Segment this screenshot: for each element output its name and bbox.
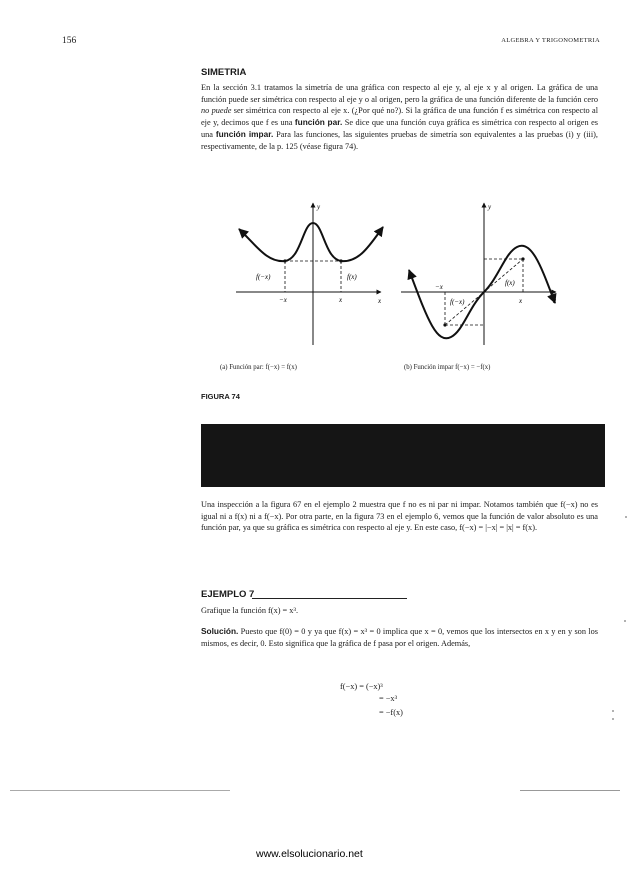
equation-line-2: = −x³ (379, 694, 398, 703)
graph-a-label-fnegx: f(−x) (256, 273, 271, 281)
caption-odd: (b) Función impar f(−x) = −f(x) (404, 364, 491, 371)
graph-even-function (236, 203, 383, 345)
solution-paragraph (201, 626, 598, 649)
p1-part-d: Para las funciones, las siguientes pruebas de simetría son equivalentes a las pruebas (i) y (iii), respectivamente, de la p. 125 (véase figura 74). (201, 129, 598, 151)
caption-even: (a) Función par: f(−x) = f(x) (220, 364, 297, 371)
graph-b-y-label: y (488, 203, 492, 211)
term-even-function: función par. (294, 117, 343, 128)
scan-artifact-dot (612, 718, 614, 720)
example-statement: Grafique la función f(x) = x³. (201, 606, 299, 615)
p1-part-b: ser simétrica con respecto al eje x. (¿Por qué no?). Si la gráfica de una función f es simétrica con respecto al eje y, decimos que f es una (201, 106, 599, 128)
graph-a-tick-negx: −x (279, 296, 287, 304)
p1-part-c: Se dice que una función cuya gráfica es simétrica con respecto al origen es una (201, 118, 598, 139)
graph-odd-function (401, 203, 557, 345)
scan-artifact-dot (625, 516, 627, 518)
graph-a-point-right (339, 259, 342, 262)
scan-artifact-line-right (520, 790, 620, 791)
page-number: 156 (62, 36, 77, 46)
graph-a-y-label: y (317, 203, 321, 211)
redacted-band (201, 424, 605, 487)
section-title: SIMETRIA (201, 67, 247, 78)
graph-b-point-left (443, 323, 446, 326)
scan-artifact-dot (612, 710, 614, 712)
graph-b-tick-negx: −x (435, 283, 443, 291)
graph-b-x-label: x (553, 297, 557, 305)
solution-label: Solución. (201, 626, 239, 636)
graph-b-point-right (521, 257, 524, 260)
graph-b-tick-x: x (519, 297, 523, 305)
scan-artifact-dot (624, 620, 626, 622)
example-rule (252, 598, 407, 599)
footer-website-link[interactable]: www.elsolucionario.net (256, 848, 363, 860)
equation-line-3: = −f(x) (379, 708, 403, 717)
figure-label: FIGURA 74 (201, 392, 240, 401)
graph-a-label-fx: f(x) (347, 273, 357, 281)
example-title: EJEMPLO 7 (201, 589, 255, 600)
running-head: ALGEBRA Y TRIGONOMETRIA (501, 37, 600, 44)
graph-a-point-left (283, 259, 286, 262)
graph-a-tick-x: x (339, 296, 343, 304)
term-odd-function: función impar. (215, 128, 274, 139)
section-paragraph (201, 82, 598, 152)
p1-emphasis: no puede (201, 106, 232, 116)
figure-74-graphs (201, 195, 598, 385)
p1-part-a: En la sección 3.1 tratamos la simetría de una gráfica con respecto al eje y, al eje x y al origen. La gráfica de una función puede ser simétrica con respecto al eje y o al origen, pero la gráfica de una función diferente de la función cero (201, 83, 598, 104)
graph-a-x-label: x (378, 297, 382, 305)
graph-b-label-fnegx: f(−x) (450, 298, 465, 306)
solution-text: Puesto que f(0) = 0 y ya que f(x) = x³ = 0 implica que x = 0, vemos que los intersectos en x y en y son los mismos, es decir, 0. Esto significa que la gráfica de f pasa por el origen. Además, (201, 627, 598, 648)
scan-artifact-line-left (10, 790, 230, 791)
graph-a-curve (239, 223, 383, 261)
graph-b-label-fx: f(x) (505, 279, 515, 287)
paragraph-2: Una inspección a la figura 67 en el ejemplo 2 muestra que f no es ni par ni impar. Notamos también que f(−x) no es igual ni a f(x) ni a f(−x). Por otra parte, en la figura 73 en el ejemplo 6, vemos que la función de valor absoluto es una función par, ya que su gráfica es simétrica con respecto al eje y. En este caso, f(−x) = |−x| = |x| = f(x). (201, 500, 598, 533)
equation-line-1: f(−x) = (−x)³ (340, 682, 383, 691)
